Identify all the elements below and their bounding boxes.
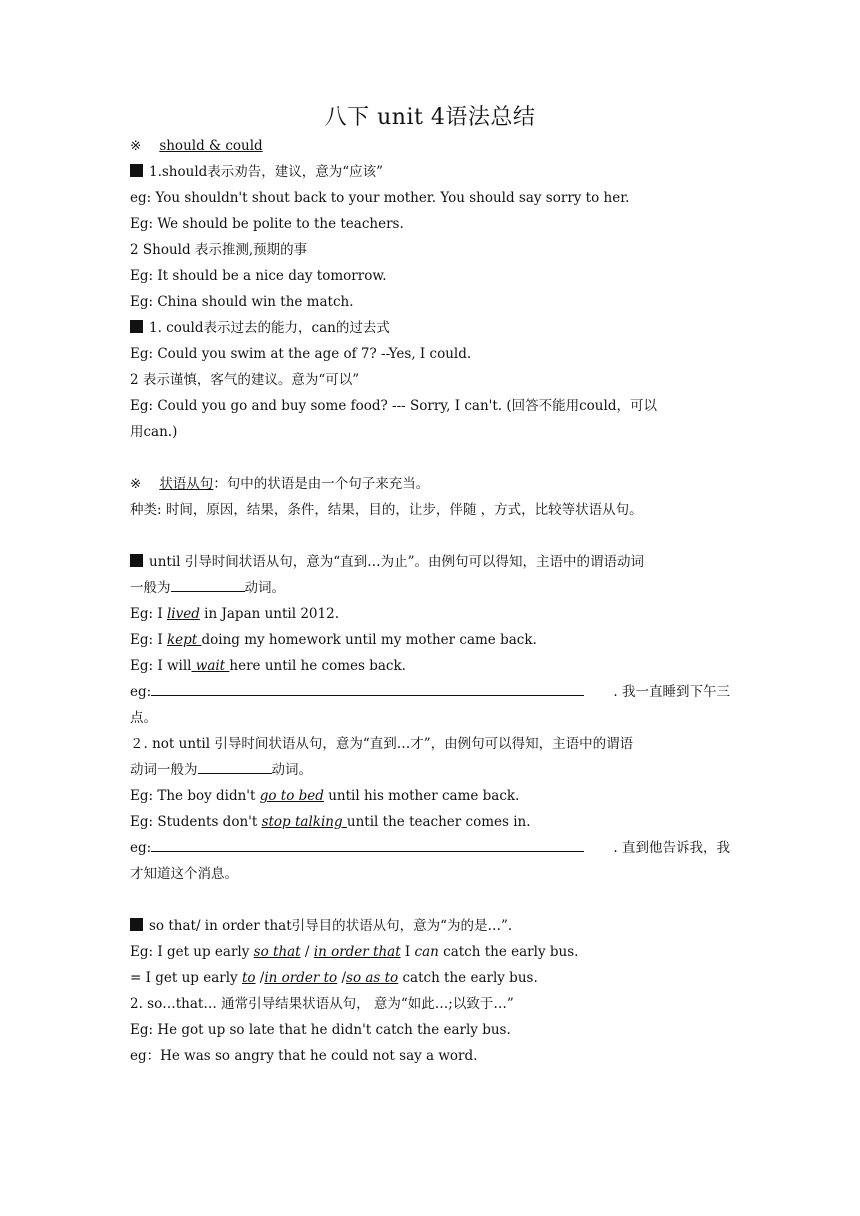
line-text: 动词。 (244, 580, 285, 596)
line-text: catch the early bus. (398, 970, 538, 986)
text-line: Eg: We should be polite to the teachers. (130, 216, 404, 232)
line-text: / (255, 970, 265, 986)
text-line (130, 159, 730, 185)
underlined-word: kept (166, 632, 202, 648)
text-line: 2. so…that… 通常引导结果状语从句， 意为“如此…;以致于…” (130, 996, 514, 1012)
line-text: Eg: I will (130, 658, 192, 674)
line-text: 1. could表示过去的能力，can的过去式 (149, 320, 390, 336)
text-line: 种类: 时间，原因，结果，条件，结果，目的，让步，伴随 ，方式，比较等状语从句。 (130, 502, 643, 518)
line-text: / (300, 944, 314, 960)
example-line (130, 965, 730, 991)
line-text: here until he comes back. (229, 658, 406, 674)
line-text: catch the early bus. (438, 944, 579, 960)
text-line: 点。 (130, 710, 157, 726)
fill-in-blank[interactable] (151, 681, 584, 696)
example-line (130, 653, 730, 679)
line-text: Eg: I (130, 632, 167, 648)
section-heading-rest: ：句中的状语是由一个句子来充当。 (213, 476, 430, 492)
line-text: 动词。 (271, 762, 312, 778)
underlined-word: so that (253, 944, 301, 960)
underlined-word: go to bed (259, 788, 324, 804)
underlined-word: so as to (346, 970, 399, 986)
text-line: 用can.) (130, 424, 178, 440)
example-line: Eg: He got up so late that he didn't catch the early bus. (130, 1022, 511, 1038)
section-heading-text: 状语从句 (159, 476, 214, 492)
exercise-line (130, 679, 730, 705)
example-line (130, 601, 730, 627)
line-text: Eg: I get up early (130, 944, 254, 960)
line-text: 一般为 (130, 580, 171, 596)
underlined-word: wait (191, 658, 230, 674)
line-text: Eg: I (130, 606, 167, 622)
line-text: doing my homework until my mother came back. (201, 632, 537, 648)
line-text: until the teacher comes in. (346, 814, 531, 830)
underlined-word: in order to (264, 970, 338, 986)
line-text: until 引导时间状语从句，意为“直到…为止”。由例句可以得知，主语中的谓语动词 (149, 554, 645, 570)
fill-in-blank[interactable] (198, 759, 272, 774)
text-line: 2 Should 表示推测,预期的事 (130, 242, 308, 258)
text-line: Eg: It should be a nice day tomorrow. (130, 268, 387, 284)
text-line (130, 757, 730, 783)
underlined-word: lived (166, 606, 200, 622)
black-square-bullet-icon (130, 918, 143, 931)
text-line (130, 913, 730, 939)
line-text: Eg: The boy didn't (130, 788, 260, 804)
text-line: ２. not until 引导时间状语从句，意为“直到…才”，由例句可以得知，主语中的谓语 (130, 736, 634, 752)
reference-mark: ※ (130, 138, 142, 154)
line-text: eg: (130, 840, 152, 856)
line-text: in Japan until 2012. (199, 606, 339, 622)
line-text: 1.should表示劝告，建议，意为“应该” (149, 164, 384, 180)
reference-mark: ※ (130, 476, 142, 492)
black-square-bullet-icon (130, 320, 143, 333)
line-text: so that/ in order that引导目的状语从句，意为“为的是…”. (149, 918, 513, 934)
text-line: Eg: Could you swim at the age of 7? --Yes, I could. (130, 346, 472, 362)
exercise-line (130, 835, 730, 861)
underlined-word: to (241, 970, 256, 986)
text-line (130, 549, 730, 575)
fill-in-blank[interactable] (171, 577, 245, 592)
page-title: 八下 unit 4语法总结 (324, 105, 536, 130)
section-heading-text: should & could (159, 138, 263, 154)
line-text: until his mother came back. (323, 788, 520, 804)
text-line: 才知道这个消息。 (130, 866, 238, 882)
example-line (130, 627, 730, 653)
line-text: = I get up early (130, 970, 242, 986)
italic-word: can (414, 944, 439, 960)
example-line: eg：He was so angry that he could not say a word. (130, 1048, 478, 1064)
section-heading-should-could (130, 133, 730, 159)
line-text: 动词一般为 (130, 762, 198, 778)
text-line (130, 575, 730, 601)
line-text: / (337, 970, 347, 986)
section-heading-adverbial-clause (130, 471, 730, 497)
text-line (130, 315, 730, 341)
example-line (130, 939, 730, 965)
fill-in-blank[interactable] (151, 837, 584, 852)
text-line: 2 表示谨慎，客气的建议。意为“可以” (130, 372, 360, 388)
text-line: Eg: Could you go and buy some food? --- Sorry, I can't. (回答不能用could，可以 (130, 398, 657, 414)
line-text: . 直到他告诉我，我 (613, 840, 730, 856)
line-text: I (400, 944, 415, 960)
text-line: Eg: China should win the match. (130, 294, 354, 310)
black-square-bullet-icon (130, 554, 143, 567)
line-text: Eg: Students don't (130, 814, 262, 830)
example-line (130, 783, 730, 809)
underlined-word: stop talking (261, 814, 347, 830)
example-line (130, 809, 730, 835)
text-line: eg: You shouldn't shout back to your mother. You should say sorry to her. (130, 190, 630, 206)
line-text: eg: (130, 684, 152, 700)
underlined-word: in order that (313, 944, 401, 960)
line-text: . 我一直睡到下午三 (613, 684, 730, 700)
black-square-bullet-icon (130, 164, 143, 177)
